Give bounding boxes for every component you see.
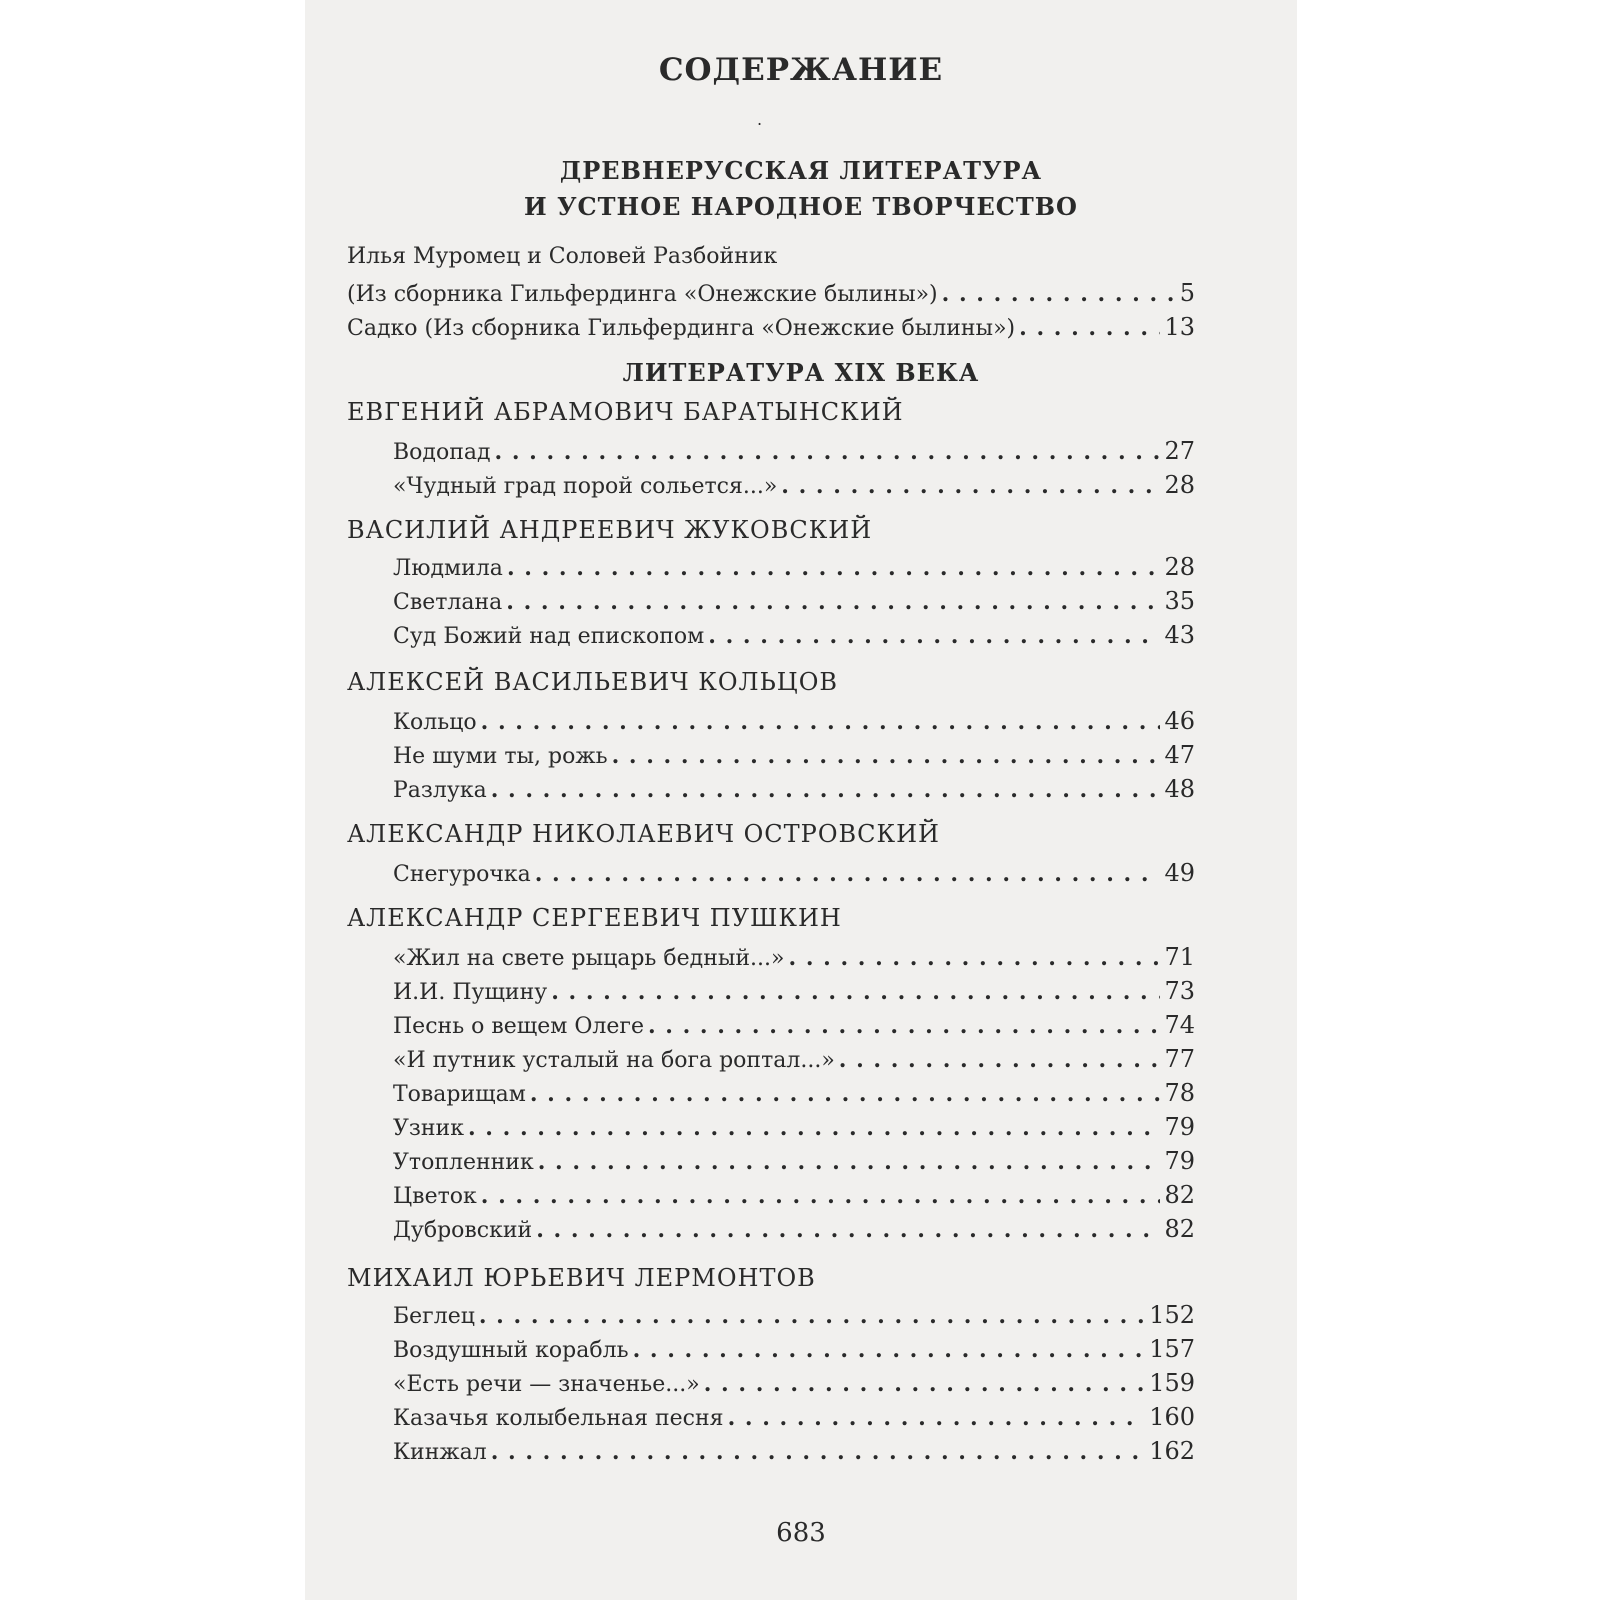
toc-entry-title: Воздушный корабль — [393, 1338, 629, 1363]
toc-page-number: 79 — [1164, 1147, 1195, 1175]
leader-dots — [535, 859, 1161, 889]
leader-dots — [538, 1147, 1161, 1177]
toc-page-number: 46 — [1164, 707, 1195, 735]
toc-page-number: 152 — [1149, 1301, 1195, 1329]
toc-entry-title: «Чудный град порой сольется...» — [393, 474, 778, 499]
toc-entry — [393, 1010, 1195, 1040]
leader-dots — [481, 1181, 1161, 1211]
leader-dots — [728, 1403, 1146, 1433]
leader-dots — [648, 1011, 1160, 1041]
toc-page-number: 78 — [1164, 1079, 1195, 1107]
toc-entry-title: И.И. Пущину — [393, 980, 548, 1005]
toc-page-number: 74 — [1164, 1011, 1195, 1039]
toc-page-number: 47 — [1164, 741, 1195, 769]
toc-entry-title: Кольцо — [393, 710, 477, 735]
leader-dots — [551, 977, 1160, 1007]
leader-dots — [789, 943, 1161, 973]
toc-entry — [393, 586, 1195, 616]
toc-entry-title: «И путник усталый на бога роптал...» — [393, 1048, 835, 1073]
author-heading: ЕВГЕНИЙ АБРАМОВИЧ БАРАТЫНСКИЙ — [347, 398, 904, 426]
toc-entry-title: Узник — [393, 1116, 464, 1141]
toc-page-number: 5 — [1179, 279, 1195, 307]
toc-page-number: 157 — [1149, 1335, 1195, 1363]
leader-dots — [612, 741, 1161, 771]
leader-dots — [1019, 313, 1160, 343]
toc-entry-title: Суд Божий над епископом — [393, 624, 705, 649]
toc-entry-title: Разлука — [393, 778, 487, 803]
toc-page-number: 48 — [1164, 775, 1195, 803]
toc-entry — [393, 1436, 1195, 1466]
author-heading: ВАСИЛИЙ АНДРЕЕВИЧ ЖУКОВСКИЙ — [347, 516, 873, 544]
toc-page-number: 77 — [1164, 1045, 1195, 1073]
toc-entry — [393, 706, 1195, 736]
toc-page-number: 28 — [1164, 471, 1195, 499]
toc-entry — [393, 620, 1195, 650]
toc-entry — [393, 1044, 1195, 1074]
print-mark: . — [757, 110, 763, 129]
toc-entry-title: Казачья колыбельная песня — [393, 1406, 724, 1431]
toc-entry — [393, 1146, 1195, 1176]
section-heading-19th-century: ЛИТЕРАТУРА XIX ВЕКА — [622, 358, 980, 387]
toc-entry-title: Товарищам — [393, 1082, 526, 1107]
toc-page-number: 162 — [1149, 1437, 1195, 1465]
toc-entry-ilya-title: Илья Муромец и Соловей Разбойник — [347, 244, 778, 269]
toc-entry-title: Водопад — [393, 440, 491, 465]
toc-page-number: 27 — [1164, 437, 1195, 465]
leader-dots — [781, 471, 1160, 501]
author-heading: АЛЕКСЕЙ ВАСИЛЬЕВИЧ КОЛЬЦОВ — [347, 668, 838, 696]
toc-page-number: 13 — [1164, 313, 1195, 341]
toc-page-number: 159 — [1149, 1369, 1195, 1397]
toc-entry — [393, 552, 1195, 582]
toc-page-number: 82 — [1164, 1181, 1195, 1209]
toc-entry-sadko — [347, 312, 1195, 342]
toc-entry-title: Беглец — [393, 1304, 475, 1329]
leader-dots — [536, 1215, 1160, 1245]
leader-dots — [704, 1369, 1145, 1399]
toc-entry-title: Кинжал — [393, 1440, 487, 1465]
leader-dots — [491, 775, 1161, 805]
leader-dots — [495, 437, 1161, 467]
toc-entry-title: Снегурочка — [393, 862, 531, 887]
toc-page-number: 79 — [1164, 1113, 1195, 1141]
toc-entry — [393, 1368, 1195, 1398]
leader-dots — [507, 553, 1161, 583]
leader-dots — [506, 587, 1160, 617]
toc-entry-title: Не шуми ты, рожь — [393, 744, 608, 769]
toc-entry-title: «Жил на свете рыцарь бедный...» — [393, 946, 785, 971]
toc-page-number: 43 — [1164, 621, 1195, 649]
toc-page-number: 71 — [1164, 943, 1195, 971]
toc-entry-title: Людмила — [393, 556, 503, 581]
toc-entry — [393, 858, 1195, 888]
toc-entry-title: Светлана — [393, 590, 503, 615]
toc-entry — [393, 774, 1195, 804]
toc-entry-title: Цветок — [393, 1184, 477, 1209]
toc-entry — [393, 1402, 1195, 1432]
page-number: 683 — [776, 1518, 826, 1548]
toc-entry — [393, 1180, 1195, 1210]
toc-page-number: 82 — [1164, 1215, 1195, 1243]
leader-dots — [468, 1113, 1160, 1143]
page-title: СОДЕРЖАНИЕ — [658, 52, 944, 88]
toc-entry-title: (Из сборника Гильфердинга «Онежские былины») — [347, 282, 938, 307]
toc-entry-title: Садко (Из сборника Гильфердинга «Онежские былины») — [347, 316, 1016, 341]
toc-entry — [393, 740, 1195, 770]
toc-entry — [393, 976, 1195, 1006]
leader-dots — [481, 707, 1161, 737]
toc-entry — [393, 470, 1195, 500]
leader-dots — [708, 621, 1160, 651]
toc-entry-ilya — [347, 278, 1195, 308]
toc-entry-title: Дубровский — [393, 1218, 533, 1243]
section-heading-old-russian-line1: ДРЕВНЕРУССКАЯ ЛИТЕРАТУРА — [559, 156, 1043, 185]
leader-dots — [942, 279, 1176, 309]
leader-dots — [530, 1079, 1161, 1109]
section-heading-old-russian-line2: И УСТНОЕ НАРОДНОЕ ТВОРЧЕСТВО — [524, 192, 1078, 221]
toc-page-number: 73 — [1164, 977, 1195, 1005]
toc-page-number: 35 — [1164, 587, 1195, 615]
book-page — [305, 0, 1297, 1600]
toc-entry — [393, 436, 1195, 466]
author-heading: АЛЕКСАНДР СЕРГЕЕВИЧ ПУШКИН — [347, 904, 842, 932]
leader-dots — [479, 1301, 1145, 1331]
toc-entry — [393, 1112, 1195, 1142]
leader-dots — [839, 1045, 1161, 1075]
toc-entry — [393, 1078, 1195, 1108]
leader-dots — [491, 1437, 1146, 1467]
author-heading: МИХАИЛ ЮРЬЕВИЧ ЛЕРМОНТОВ — [347, 1264, 816, 1292]
toc-entry — [393, 1300, 1195, 1330]
leader-dots — [633, 1335, 1146, 1365]
toc-page-number: 28 — [1164, 553, 1195, 581]
toc-page-number: 49 — [1164, 859, 1195, 887]
toc-entry — [393, 1214, 1195, 1244]
toc-entry — [393, 1334, 1195, 1364]
toc-entry-title: Песнь о вещем Олеге — [393, 1014, 644, 1039]
toc-entry — [393, 942, 1195, 972]
toc-page-number: 160 — [1149, 1403, 1195, 1431]
toc-entry-title: «Есть речи — значенье...» — [393, 1372, 700, 1397]
author-heading: АЛЕКСАНДР НИКОЛАЕВИЧ ОСТРОВСКИЙ — [347, 820, 940, 848]
toc-entry-title: Утопленник — [393, 1150, 534, 1175]
